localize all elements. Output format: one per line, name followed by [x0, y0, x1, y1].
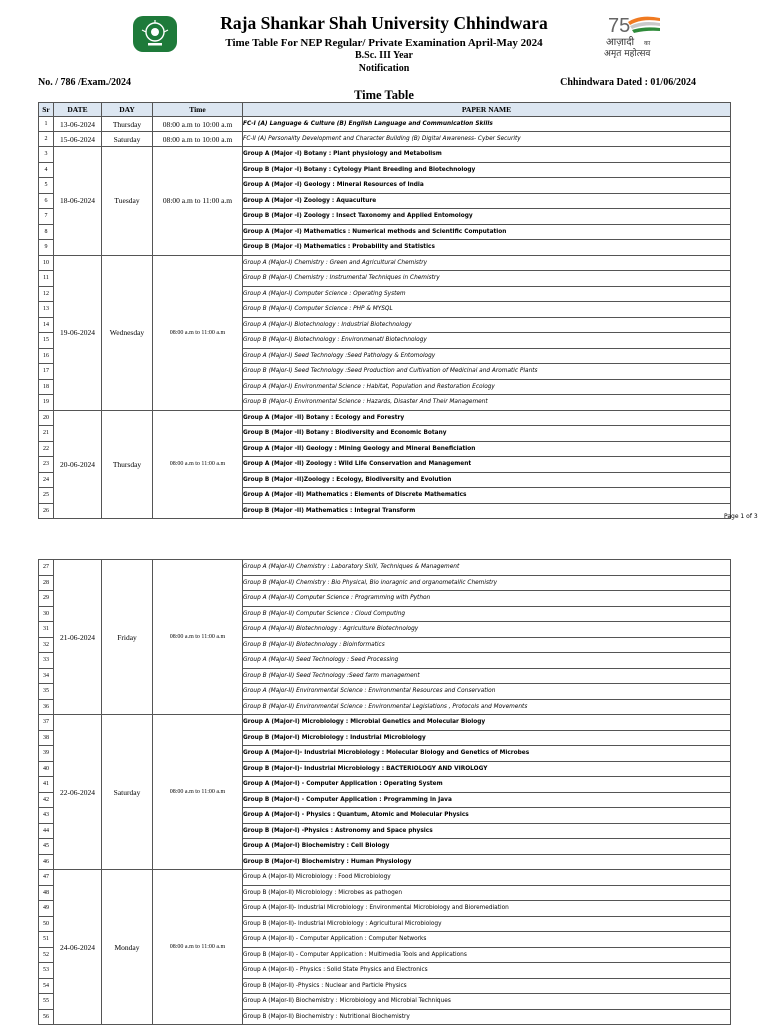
date-cell: 21-06-2024: [54, 560, 102, 715]
sr-cell: 40: [39, 761, 54, 777]
paper-name-cell: Group B (Major-II) Computer Science : Cloud Computing: [243, 606, 731, 622]
sr-cell: 33: [39, 653, 54, 669]
sr-cell: 39: [39, 746, 54, 762]
table-row: [39, 870, 731, 886]
sr-cell: 52: [39, 947, 54, 963]
sr-cell: 8: [39, 224, 54, 240]
sr-cell: 5: [39, 178, 54, 194]
paper-name-cell: Group A (Major-I) Chemistry : Green and Agricultural Chemistry: [243, 255, 731, 271]
paper-name-cell: Group A (Major -II) Geology : Mining Geology and Mineral Beneficiation: [243, 441, 731, 457]
paper-name-cell: Group B (Major-I) Environmental Science : Hazards, Disaster And Their Management: [243, 395, 731, 411]
notification-label: Notification: [358, 63, 410, 74]
col-header-day: DAY: [102, 103, 153, 117]
paper-name-cell: Group B (Major -II)Zoology : Ecology, Biodiversity and Evolution: [243, 472, 731, 488]
sr-cell: 13: [39, 302, 54, 318]
sr-cell: 55: [39, 994, 54, 1010]
paper-name-cell: Group A (Major-II) - Physics : Solid State Physics and Electronics: [243, 963, 731, 979]
sr-cell: 1: [39, 117, 54, 132]
paper-name-cell: Group A (Major -I) Zoology : Aquaculture: [243, 193, 731, 209]
paper-name-cell: Group B (Major -I) Botany : Cytology Plant Breeding and Biotechnology: [243, 162, 731, 178]
date-cell: 15-06-2024: [54, 132, 102, 147]
sr-cell: 41: [39, 777, 54, 793]
sr-cell: 7: [39, 209, 54, 225]
paper-name-cell: Group B (Major -II) Mathematics : Integral Transform: [243, 503, 731, 519]
paper-name-cell: Group B (Major -II) Botany : Biodiversity and Economic Botany: [243, 426, 731, 442]
paper-name-cell: Group B (Major-II) Chemistry : Bio Physical, Bio inoragnic and organometallic Chemistry: [243, 575, 731, 591]
sr-cell: 30: [39, 606, 54, 622]
paper-name-cell: Group A (Major-I) - Physics : Quantum, Atomic and Molecular Physics: [243, 808, 731, 824]
paper-name-cell: Group A (Major-II) - Computer Application : Computer Networks: [243, 932, 731, 948]
paper-name-cell: Group B (Major-I) Chemistry : Instrumental Techniques in Chemistry: [243, 271, 731, 287]
page-number: Page 1 of 3: [724, 513, 758, 520]
day-cell: Saturday: [102, 715, 153, 870]
sr-cell: 3: [39, 147, 54, 163]
col-header-date: DATE: [54, 103, 102, 117]
azadi-ka-amrit-mahotsav-logo: [600, 12, 692, 58]
paper-name-cell: Group A (Major-I) Microbiology : Microbial Genetics and Molecular Biology: [243, 715, 731, 731]
svg-text:का: का: [644, 40, 651, 47]
paper-name-cell: Group A (Major-II)- Industrial Microbiology : Environmental Microbiology and Bioremediation: [243, 901, 731, 917]
paper-name-cell: Group B (Major-I) Biotechnology : Environmenatl Biotechnology: [243, 333, 731, 349]
sr-cell: 31: [39, 622, 54, 638]
sr-cell: 6: [39, 193, 54, 209]
time-cell: 08:00 a.m to 11:00 a.m: [153, 255, 243, 410]
sr-cell: 47: [39, 870, 54, 886]
day-cell: Tuesday: [102, 147, 153, 256]
paper-name-cell: Group B (Major-I) Computer Science : PHP & MYSQL: [243, 302, 731, 318]
sr-cell: 2: [39, 132, 54, 147]
day-cell: Friday: [102, 560, 153, 715]
sr-cell: 18: [39, 379, 54, 395]
sr-cell: 45: [39, 839, 54, 855]
paper-name-cell: Group A (Major-II) Biotechnology : Agriculture Biotechnology: [243, 622, 731, 638]
timetable-page-1: [38, 102, 731, 519]
paper-name-cell: Group A (Major-II) Environmental Science : Environmental Resources and Conservation: [243, 684, 731, 700]
sr-cell: 54: [39, 978, 54, 994]
sr-cell: 23: [39, 457, 54, 473]
sr-cell: 42: [39, 792, 54, 808]
svg-text:अमृत महोत्सव: अमृत महोत्सव: [604, 49, 651, 58]
paper-name-cell: Group A (Major-I) Seed Technology :Seed Pathology & Entomology: [243, 348, 731, 364]
sr-cell: 50: [39, 916, 54, 932]
day-cell: Thursday: [102, 117, 153, 132]
paper-name-cell: Group A (Major -II) Botany : Ecology and Forestry: [243, 410, 731, 426]
table-row: [39, 715, 731, 731]
sr-cell: 14: [39, 317, 54, 333]
time-cell: 08:00 a.m to 11:00 a.m: [153, 410, 243, 519]
paper-name-cell: Group B (Major-II) Biochemistry : Nutritional Biochemistry: [243, 1009, 731, 1025]
timetable-page-2: [38, 559, 731, 1025]
table-row: [39, 255, 731, 271]
paper-name-cell: Group B (Major-II) Biotechnology : Bioinformatics: [243, 637, 731, 653]
sr-cell: 38: [39, 730, 54, 746]
sr-cell: 51: [39, 932, 54, 948]
col-header-time: Time: [153, 103, 243, 117]
paper-name-cell: Group A (Major -I) Geology : Mineral Resources of India: [243, 178, 731, 194]
paper-name-cell: Group B (Major-I) Biochemistry : Human Physiology: [243, 854, 731, 870]
paper-name-cell: Group A (Major -II) Zoology : Wild Life Conservation and Management: [243, 457, 731, 473]
paper-name-cell: Group B (Major-I)- Industrial Microbiology : BACTERIOLOGY AND VIROLOGY: [243, 761, 731, 777]
time-cell: 08:00 a.m to 10:00 a.m: [153, 117, 243, 132]
paper-name-cell: Group A (Major-I) Environmental Science : Habitat, Population and Restoration Ecology: [243, 379, 731, 395]
table-header-row: [39, 103, 731, 117]
sr-cell: 37: [39, 715, 54, 731]
paper-name-cell: Group B (Major-I) - Computer Application : Programming in Java: [243, 792, 731, 808]
sr-cell: 53: [39, 963, 54, 979]
sr-cell: 56: [39, 1009, 54, 1025]
paper-name-cell: Group A (Major-II) Chemistry : Laboratory Skill, Techniques & Management: [243, 560, 731, 576]
sr-cell: 10: [39, 255, 54, 271]
paper-name-cell: Group B (Major-II) Seed Technology :Seed farm management: [243, 668, 731, 684]
date-cell: 22-06-2024: [54, 715, 102, 870]
paper-name-cell: Group B (Major-I) Microbiology : Industrial Microbiology: [243, 730, 731, 746]
day-cell: Monday: [102, 870, 153, 1025]
paper-name-cell: Group A (Major-I) Biochemistry : Cell Biology: [243, 839, 731, 855]
sr-cell: 35: [39, 684, 54, 700]
sr-cell: 27: [39, 560, 54, 576]
time-cell: 08:00 a.m to 10:00 a.m: [153, 132, 243, 147]
date-cell: 19-06-2024: [54, 255, 102, 410]
paper-name-cell: Group B (Major -I) Zoology : Insect Taxonomy and Applied Entomology: [243, 209, 731, 225]
sr-cell: 49: [39, 901, 54, 917]
paper-name-cell: Group B (Major-II)- Industrial Microbiology : Agricultural Microbiology: [243, 916, 731, 932]
date-cell: 20-06-2024: [54, 410, 102, 519]
table-row: [39, 147, 731, 163]
table-row: [39, 560, 731, 576]
paper-name-cell: Group A (Major -II) Mathematics : Elements of Discrete Mathematics: [243, 488, 731, 504]
sr-cell: 25: [39, 488, 54, 504]
sr-cell: 44: [39, 823, 54, 839]
sr-cell: 16: [39, 348, 54, 364]
table-row: [39, 117, 731, 132]
paper-name-cell: Group B (Major-I) -Physics : Astronomy and Space physics: [243, 823, 731, 839]
sr-cell: 4: [39, 162, 54, 178]
paper-name-cell: Group A (Major-II) Microbiology : Food Microbiology: [243, 870, 731, 886]
notification-date: Chhindwara Dated : 01/06/2024: [560, 77, 696, 88]
sr-cell: 32: [39, 637, 54, 653]
paper-name-cell: Group A (Major-II) Biochemistry : Microbiology and Microbial Techniques: [243, 994, 731, 1010]
paper-name-cell: Group A (Major-I) Biotechnology : Industrial Biotechnology: [243, 317, 731, 333]
class-title: B.Sc. III Year: [355, 50, 413, 61]
col-header-sr: Sr: [39, 103, 54, 117]
exam-title: Time Table For NEP Regular/ Private Examination April-May 2024: [225, 37, 543, 49]
time-cell: 08:00 a.m to 11:00 a.m: [153, 870, 243, 1025]
paper-name-cell: Group A (Major-I)- Industrial Microbiology : Molecular Biology and Genetics of Microbes: [243, 746, 731, 762]
sr-cell: 24: [39, 472, 54, 488]
paper-name-cell: Group B (Major -I) Mathematics : Probability and Statistics: [243, 240, 731, 256]
paper-name-cell: Group A (Major -I) Mathematics : Numerical methods and Scientific Computation: [243, 224, 731, 240]
svg-text:75: 75: [608, 15, 631, 37]
sr-cell: 43: [39, 808, 54, 824]
sr-cell: 28: [39, 575, 54, 591]
paper-name-cell: Group B (Major-II) -Physics : Nuclear and Particle Physics: [243, 978, 731, 994]
date-cell: 24-06-2024: [54, 870, 102, 1025]
sr-cell: 21: [39, 426, 54, 442]
time-cell: 08:00 a.m to 11:00 a.m: [153, 715, 243, 870]
time-cell: 08:00 a.m to 11:00 a.m: [153, 147, 243, 256]
sr-cell: 20: [39, 410, 54, 426]
table-row: [39, 132, 731, 147]
sr-cell: 29: [39, 591, 54, 607]
paper-name-cell: Group A (Major-I) - Computer Application : Operating System: [243, 777, 731, 793]
sr-cell: 34: [39, 668, 54, 684]
date-cell: 13-06-2024: [54, 117, 102, 132]
sr-cell: 22: [39, 441, 54, 457]
sr-cell: 17: [39, 364, 54, 380]
sr-cell: 15: [39, 333, 54, 349]
table-row: [39, 410, 731, 426]
sr-cell: 9: [39, 240, 54, 256]
sr-cell: 48: [39, 885, 54, 901]
sr-cell: 26: [39, 503, 54, 519]
paper-name-cell: Group B (Major-II) Microbiology : Microbes as pathogen: [243, 885, 731, 901]
sr-cell: 19: [39, 395, 54, 411]
paper-name-cell: Group A (Major-II) Computer Science : Programming with Python: [243, 591, 731, 607]
day-cell: Thursday: [102, 410, 153, 519]
paper-name-cell: FC-II (A) Personality Development and Character Building (B) Digital Awareness- Cyber Security: [243, 132, 731, 147]
day-cell: Wednesday: [102, 255, 153, 410]
col-header-paper-name: PAPER NAME: [243, 103, 731, 117]
paper-name-cell: Group A (Major-I) Computer Science : Operating System: [243, 286, 731, 302]
sr-cell: 11: [39, 271, 54, 287]
sr-cell: 46: [39, 854, 54, 870]
paper-name-cell: Group A (Major-II) Seed Technology : Seed Processing: [243, 653, 731, 669]
paper-name-cell: Group B (Major-II) Environmental Science : Environmental Legislations , Protocols and Movements: [243, 699, 731, 715]
timetable-title: Time Table: [354, 88, 414, 102]
paper-name-cell: Group A (Major -I) Botany : Plant physiology and Metabolism: [243, 147, 731, 163]
date-cell: 18-06-2024: [54, 147, 102, 256]
paper-name-cell: FC-I (A) Language & Culture (B) English Language and Communication Skills: [243, 117, 731, 132]
svg-text:आज़ादी: आज़ादी: [606, 37, 635, 48]
paper-name-cell: Group B (Major-I) Seed Technology :Seed Production and Cultivation of Medicinal and Aromatic Plants: [243, 364, 731, 380]
reference-number: No. / 786 /Exam./2024: [38, 77, 132, 88]
sr-cell: 36: [39, 699, 54, 715]
university-title: Raja Shankar Shah University Chhindwara: [220, 13, 548, 33]
paper-name-cell: Group B (Major-II) - Computer Application : Multimedia Tools and Applications: [243, 947, 731, 963]
time-cell: 08:00 a.m to 11:00 a.m: [153, 560, 243, 715]
day-cell: Saturday: [102, 132, 153, 147]
sr-cell: 12: [39, 286, 54, 302]
